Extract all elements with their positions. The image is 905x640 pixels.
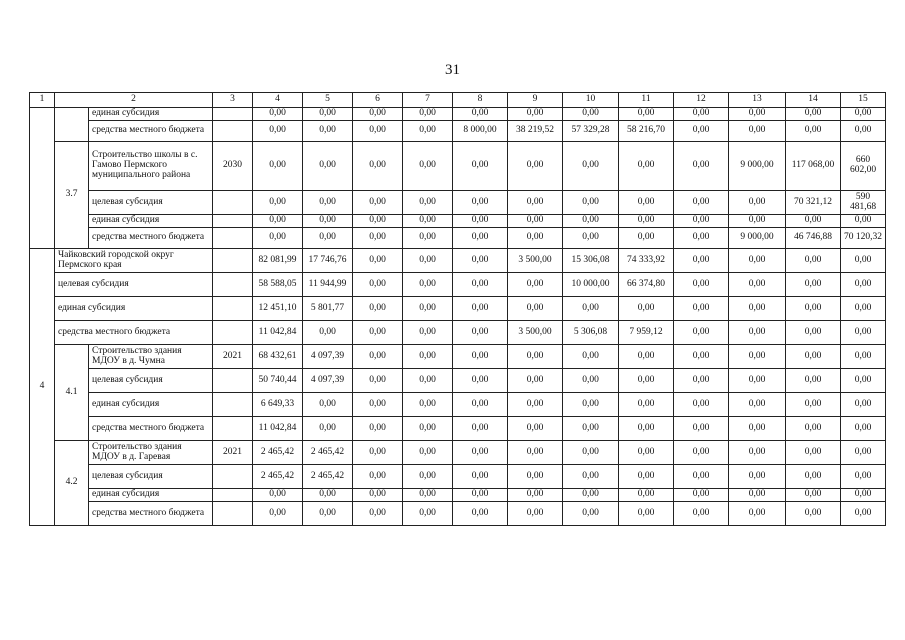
value-cell: 0,00 <box>508 345 563 369</box>
value-cell: 0,00 <box>353 489 403 502</box>
year-cell: 2021 <box>213 345 253 369</box>
value-cell: 70 120,32 <box>841 228 886 249</box>
value-cell: 0,00 <box>841 369 886 393</box>
value-cell: 6 649,33 <box>253 393 303 417</box>
year-cell <box>213 489 253 502</box>
value-cell: 0,00 <box>508 297 563 321</box>
year-cell: 2030 <box>213 142 253 191</box>
value-cell: 0,00 <box>563 489 619 502</box>
table-row <box>30 465 886 489</box>
value-cell: 0,00 <box>674 441 729 465</box>
value-cell: 0,00 <box>508 191 563 215</box>
row-label: целевая субсидия <box>89 191 213 215</box>
value-cell: 0,00 <box>841 441 886 465</box>
value-cell: 0,00 <box>786 369 841 393</box>
value-cell: 0,00 <box>619 228 674 249</box>
budget-table <box>29 92 886 526</box>
value-cell: 0,00 <box>786 502 841 526</box>
value-cell: 0,00 <box>619 502 674 526</box>
value-cell: 0,00 <box>508 441 563 465</box>
table-row <box>30 441 886 465</box>
value-cell: 0,00 <box>303 489 353 502</box>
subsection-number-cell <box>55 108 89 142</box>
row-label: единая субсидия <box>89 108 213 121</box>
value-cell: 0,00 <box>403 297 453 321</box>
value-cell: 2 465,42 <box>303 465 353 489</box>
year-cell <box>213 297 253 321</box>
value-cell: 0,00 <box>729 502 786 526</box>
value-cell: 0,00 <box>303 502 353 526</box>
value-cell: 0,00 <box>786 273 841 297</box>
value-cell: 3 500,00 <box>508 249 563 273</box>
value-cell: 0,00 <box>786 321 841 345</box>
value-cell: 0,00 <box>353 142 403 191</box>
year-cell <box>213 228 253 249</box>
table-row <box>30 297 886 321</box>
value-cell: 0,00 <box>303 191 353 215</box>
page-number: 31 <box>445 62 460 78</box>
header-cell: 4 <box>253 93 303 108</box>
value-cell: 0,00 <box>353 465 403 489</box>
value-cell: 0,00 <box>508 215 563 228</box>
row-label: Строительство здания МДОУ в д. Гаревая <box>89 441 213 465</box>
header-cell: 1 <box>30 93 55 108</box>
value-cell: 0,00 <box>563 345 619 369</box>
value-cell: 0,00 <box>786 108 841 121</box>
year-cell <box>213 393 253 417</box>
value-cell: 0,00 <box>674 465 729 489</box>
value-cell: 0,00 <box>253 215 303 228</box>
value-cell: 0,00 <box>453 215 508 228</box>
table-row <box>30 215 886 228</box>
row-label: средства местного бюджета <box>89 417 213 441</box>
value-cell: 0,00 <box>786 489 841 502</box>
value-cell: 0,00 <box>841 121 886 142</box>
value-cell: 0,00 <box>786 465 841 489</box>
value-cell: 8 000,00 <box>453 121 508 142</box>
value-cell: 0,00 <box>508 108 563 121</box>
value-cell: 0,00 <box>563 441 619 465</box>
value-cell: 0,00 <box>729 489 786 502</box>
value-cell: 0,00 <box>353 441 403 465</box>
value-cell: 11 042,84 <box>253 417 303 441</box>
value-cell: 0,00 <box>453 441 508 465</box>
value-cell: 0,00 <box>353 393 403 417</box>
subsection-number-cell: 4.2 <box>55 441 89 526</box>
value-cell: 10 000,00 <box>563 273 619 297</box>
value-cell: 0,00 <box>729 297 786 321</box>
subsection-number-cell: 3.7 <box>55 142 89 249</box>
year-cell <box>213 249 253 273</box>
value-cell: 0,00 <box>786 249 841 273</box>
value-cell: 5 306,08 <box>563 321 619 345</box>
value-cell: 0,00 <box>403 393 453 417</box>
value-cell: 0,00 <box>453 417 508 441</box>
row-label: средства местного бюджета <box>55 321 213 345</box>
table-row <box>30 228 886 249</box>
value-cell: 46 746,88 <box>786 228 841 249</box>
value-cell: 0,00 <box>674 417 729 441</box>
value-cell: 0,00 <box>729 417 786 441</box>
value-cell: 0,00 <box>453 489 508 502</box>
value-cell: 0,00 <box>674 121 729 142</box>
value-cell: 0,00 <box>453 228 508 249</box>
header-cell: 10 <box>563 93 619 108</box>
value-cell: 0,00 <box>786 393 841 417</box>
value-cell: 0,00 <box>563 369 619 393</box>
table-row <box>30 369 886 393</box>
header-cell: 8 <box>453 93 508 108</box>
header-cell: 5 <box>303 93 353 108</box>
value-cell: 0,00 <box>508 393 563 417</box>
value-cell: 57 329,28 <box>563 121 619 142</box>
value-cell: 0,00 <box>303 108 353 121</box>
value-cell: 0,00 <box>403 489 453 502</box>
header-cell: 12 <box>674 93 729 108</box>
value-cell: 38 219,52 <box>508 121 563 142</box>
year-cell <box>213 417 253 441</box>
section-number-cell <box>30 108 55 249</box>
value-cell: 0,00 <box>253 489 303 502</box>
value-cell: 68 432,61 <box>253 345 303 369</box>
value-cell: 0,00 <box>563 417 619 441</box>
value-cell: 0,00 <box>453 108 508 121</box>
table-row <box>30 121 886 142</box>
value-cell: 0,00 <box>303 228 353 249</box>
value-cell: 0,00 <box>403 502 453 526</box>
value-cell: 0,00 <box>729 108 786 121</box>
value-cell: 4 097,39 <box>303 369 353 393</box>
year-cell <box>213 273 253 297</box>
value-cell: 0,00 <box>303 417 353 441</box>
value-cell: 0,00 <box>786 297 841 321</box>
value-cell: 0,00 <box>841 273 886 297</box>
value-cell: 5 801,77 <box>303 297 353 321</box>
value-cell: 11 042,84 <box>253 321 303 345</box>
value-cell: 2 465,42 <box>253 465 303 489</box>
value-cell: 74 333,92 <box>619 249 674 273</box>
value-cell: 0,00 <box>674 108 729 121</box>
value-cell: 0,00 <box>453 345 508 369</box>
value-cell: 0,00 <box>563 393 619 417</box>
value-cell: 660 602,00 <box>841 142 886 191</box>
value-cell: 0,00 <box>841 297 886 321</box>
row-label: средства местного бюджета <box>89 121 213 142</box>
value-cell: 0,00 <box>786 441 841 465</box>
value-cell: 0,00 <box>619 489 674 502</box>
value-cell: 0,00 <box>674 297 729 321</box>
value-cell: 0,00 <box>403 121 453 142</box>
value-cell: 0,00 <box>508 465 563 489</box>
value-cell: 0,00 <box>403 191 453 215</box>
value-cell: 7 959,12 <box>619 321 674 345</box>
year-cell <box>213 215 253 228</box>
value-cell: 0,00 <box>841 393 886 417</box>
value-cell: 0,00 <box>353 215 403 228</box>
value-cell: 0,00 <box>403 249 453 273</box>
value-cell: 0,00 <box>841 215 886 228</box>
value-cell: 0,00 <box>353 191 403 215</box>
value-cell: 0,00 <box>674 489 729 502</box>
row-label: целевая субсидия <box>89 369 213 393</box>
value-cell: 70 321,12 <box>786 191 841 215</box>
value-cell: 0,00 <box>303 142 353 191</box>
value-cell: 0,00 <box>674 393 729 417</box>
value-cell: 0,00 <box>353 228 403 249</box>
table-row <box>30 108 886 121</box>
value-cell: 0,00 <box>619 393 674 417</box>
value-cell: 0,00 <box>353 273 403 297</box>
value-cell: 0,00 <box>353 108 403 121</box>
value-cell: 0,00 <box>729 465 786 489</box>
value-cell: 0,00 <box>674 249 729 273</box>
value-cell: 0,00 <box>729 249 786 273</box>
row-label: целевая субсидия <box>55 273 213 297</box>
value-cell: 0,00 <box>253 228 303 249</box>
value-cell: 0,00 <box>353 249 403 273</box>
value-cell: 0,00 <box>563 108 619 121</box>
value-cell: 0,00 <box>729 215 786 228</box>
value-cell: 0,00 <box>403 142 453 191</box>
value-cell: 0,00 <box>453 297 508 321</box>
value-cell: 0,00 <box>729 321 786 345</box>
row-label: средства местного бюджета <box>89 228 213 249</box>
value-cell: 0,00 <box>353 417 403 441</box>
value-cell: 0,00 <box>353 297 403 321</box>
value-cell: 0,00 <box>508 417 563 441</box>
row-label: Строительство здания МДОУ в д. Чумна <box>89 345 213 369</box>
year-cell <box>213 191 253 215</box>
value-cell: 0,00 <box>253 502 303 526</box>
value-cell: 0,00 <box>563 465 619 489</box>
header-cell: 2 <box>55 93 213 108</box>
value-cell: 0,00 <box>253 142 303 191</box>
table-row <box>30 489 886 502</box>
value-cell: 0,00 <box>619 465 674 489</box>
value-cell: 0,00 <box>729 121 786 142</box>
value-cell: 0,00 <box>353 321 403 345</box>
value-cell: 0,00 <box>508 273 563 297</box>
value-cell: 0,00 <box>729 191 786 215</box>
value-cell: 0,00 <box>353 369 403 393</box>
section-number-cell: 4 <box>30 249 55 526</box>
value-cell: 0,00 <box>508 489 563 502</box>
value-cell: 0,00 <box>841 502 886 526</box>
value-cell: 0,00 <box>619 215 674 228</box>
value-cell: 0,00 <box>841 489 886 502</box>
value-cell: 0,00 <box>453 502 508 526</box>
value-cell: 0,00 <box>619 142 674 191</box>
value-cell: 11 944,99 <box>303 273 353 297</box>
value-cell: 0,00 <box>841 321 886 345</box>
value-cell: 58 216,70 <box>619 121 674 142</box>
value-cell: 0,00 <box>403 108 453 121</box>
value-cell: 0,00 <box>674 369 729 393</box>
value-cell: 9 000,00 <box>729 142 786 191</box>
value-cell: 0,00 <box>841 465 886 489</box>
value-cell: 0,00 <box>508 369 563 393</box>
row-label: Чайковский городской округ Пермского края <box>55 249 213 273</box>
year-cell <box>213 369 253 393</box>
header-cell: 6 <box>353 93 403 108</box>
value-cell: 0,00 <box>563 228 619 249</box>
value-cell: 0,00 <box>674 502 729 526</box>
value-cell: 0,00 <box>303 215 353 228</box>
value-cell: 0,00 <box>453 369 508 393</box>
value-cell: 0,00 <box>786 345 841 369</box>
value-cell: 0,00 <box>253 108 303 121</box>
value-cell: 12 451,10 <box>253 297 303 321</box>
value-cell: 15 306,08 <box>563 249 619 273</box>
value-cell: 0,00 <box>674 215 729 228</box>
value-cell: 0,00 <box>729 393 786 417</box>
table-row <box>30 249 886 273</box>
table-row <box>30 191 886 215</box>
value-cell: 0,00 <box>353 345 403 369</box>
value-cell: 0,00 <box>786 215 841 228</box>
value-cell: 9 000,00 <box>729 228 786 249</box>
row-label: единая субсидия <box>89 489 213 502</box>
value-cell: 0,00 <box>403 345 453 369</box>
value-cell: 0,00 <box>403 228 453 249</box>
value-cell: 0,00 <box>303 393 353 417</box>
subsection-number-cell: 4.1 <box>55 345 89 441</box>
year-cell <box>213 108 253 121</box>
value-cell: 0,00 <box>619 108 674 121</box>
row-label: единая субсидия <box>89 215 213 228</box>
value-cell: 0,00 <box>303 321 353 345</box>
table-row <box>30 273 886 297</box>
value-cell: 0,00 <box>619 191 674 215</box>
table-row <box>30 345 886 369</box>
header-cell: 7 <box>403 93 453 108</box>
value-cell: 0,00 <box>619 369 674 393</box>
value-cell: 0,00 <box>619 345 674 369</box>
year-cell <box>213 502 253 526</box>
value-cell: 0,00 <box>303 121 353 142</box>
value-cell: 0,00 <box>841 417 886 441</box>
value-cell: 0,00 <box>729 369 786 393</box>
value-cell: 0,00 <box>453 273 508 297</box>
value-cell: 0,00 <box>786 121 841 142</box>
value-cell: 0,00 <box>403 441 453 465</box>
header-row <box>30 93 886 108</box>
value-cell: 2 465,42 <box>303 441 353 465</box>
value-cell: 0,00 <box>508 502 563 526</box>
value-cell: 0,00 <box>674 191 729 215</box>
value-cell: 0,00 <box>253 191 303 215</box>
header-cell: 9 <box>508 93 563 108</box>
value-cell: 82 081,99 <box>253 249 303 273</box>
value-cell: 0,00 <box>353 502 403 526</box>
value-cell: 0,00 <box>674 142 729 191</box>
value-cell: 0,00 <box>453 393 508 417</box>
value-cell: 0,00 <box>563 297 619 321</box>
value-cell: 50 740,44 <box>253 369 303 393</box>
year-cell <box>213 121 253 142</box>
value-cell: 0,00 <box>403 215 453 228</box>
value-cell: 0,00 <box>403 321 453 345</box>
header-cell: 14 <box>786 93 841 108</box>
value-cell: 0,00 <box>403 465 453 489</box>
value-cell: 0,00 <box>453 465 508 489</box>
row-label: целевая субсидия <box>89 465 213 489</box>
value-cell: 17 746,76 <box>303 249 353 273</box>
value-cell: 0,00 <box>508 142 563 191</box>
value-cell: 0,00 <box>563 215 619 228</box>
value-cell: 4 097,39 <box>303 345 353 369</box>
table-row <box>30 502 886 526</box>
value-cell: 0,00 <box>619 441 674 465</box>
row-label: средства местного бюджета <box>89 502 213 526</box>
header-cell: 11 <box>619 93 674 108</box>
value-cell: 0,00 <box>619 417 674 441</box>
value-cell: 117 068,00 <box>786 142 841 191</box>
value-cell: 3 500,00 <box>508 321 563 345</box>
value-cell: 0,00 <box>563 191 619 215</box>
value-cell: 0,00 <box>403 273 453 297</box>
year-cell <box>213 321 253 345</box>
header-cell: 3 <box>213 93 253 108</box>
value-cell: 0,00 <box>786 417 841 441</box>
value-cell: 0,00 <box>729 345 786 369</box>
table-row <box>30 142 886 191</box>
value-cell: 0,00 <box>729 273 786 297</box>
value-cell: 0,00 <box>253 121 303 142</box>
value-cell: 0,00 <box>563 502 619 526</box>
row-label: единая субсидия <box>89 393 213 417</box>
value-cell: 0,00 <box>841 345 886 369</box>
value-cell: 0,00 <box>453 321 508 345</box>
year-cell <box>213 465 253 489</box>
row-label: единая субсидия <box>55 297 213 321</box>
value-cell: 0,00 <box>403 369 453 393</box>
value-cell: 0,00 <box>729 441 786 465</box>
value-cell: 0,00 <box>674 321 729 345</box>
value-cell: 58 588,05 <box>253 273 303 297</box>
value-cell: 0,00 <box>619 297 674 321</box>
value-cell: 0,00 <box>841 249 886 273</box>
value-cell: 0,00 <box>453 249 508 273</box>
value-cell: 0,00 <box>508 228 563 249</box>
value-cell: 0,00 <box>403 417 453 441</box>
value-cell: 0,00 <box>674 345 729 369</box>
header-cell: 15 <box>841 93 886 108</box>
value-cell: 590 481,68 <box>841 191 886 215</box>
value-cell: 0,00 <box>353 121 403 142</box>
value-cell: 0,00 <box>453 142 508 191</box>
year-cell: 2021 <box>213 441 253 465</box>
value-cell: 0,00 <box>674 228 729 249</box>
table-row <box>30 417 886 441</box>
table-row <box>30 321 886 345</box>
value-cell: 0,00 <box>841 108 886 121</box>
row-label: Строительство школы в с. Гамово Пермского муниципального района <box>89 142 213 191</box>
value-cell: 0,00 <box>563 142 619 191</box>
value-cell: 0,00 <box>674 273 729 297</box>
value-cell: 2 465,42 <box>253 441 303 465</box>
value-cell: 66 374,80 <box>619 273 674 297</box>
value-cell: 0,00 <box>453 191 508 215</box>
table-row <box>30 393 886 417</box>
header-cell: 13 <box>729 93 786 108</box>
